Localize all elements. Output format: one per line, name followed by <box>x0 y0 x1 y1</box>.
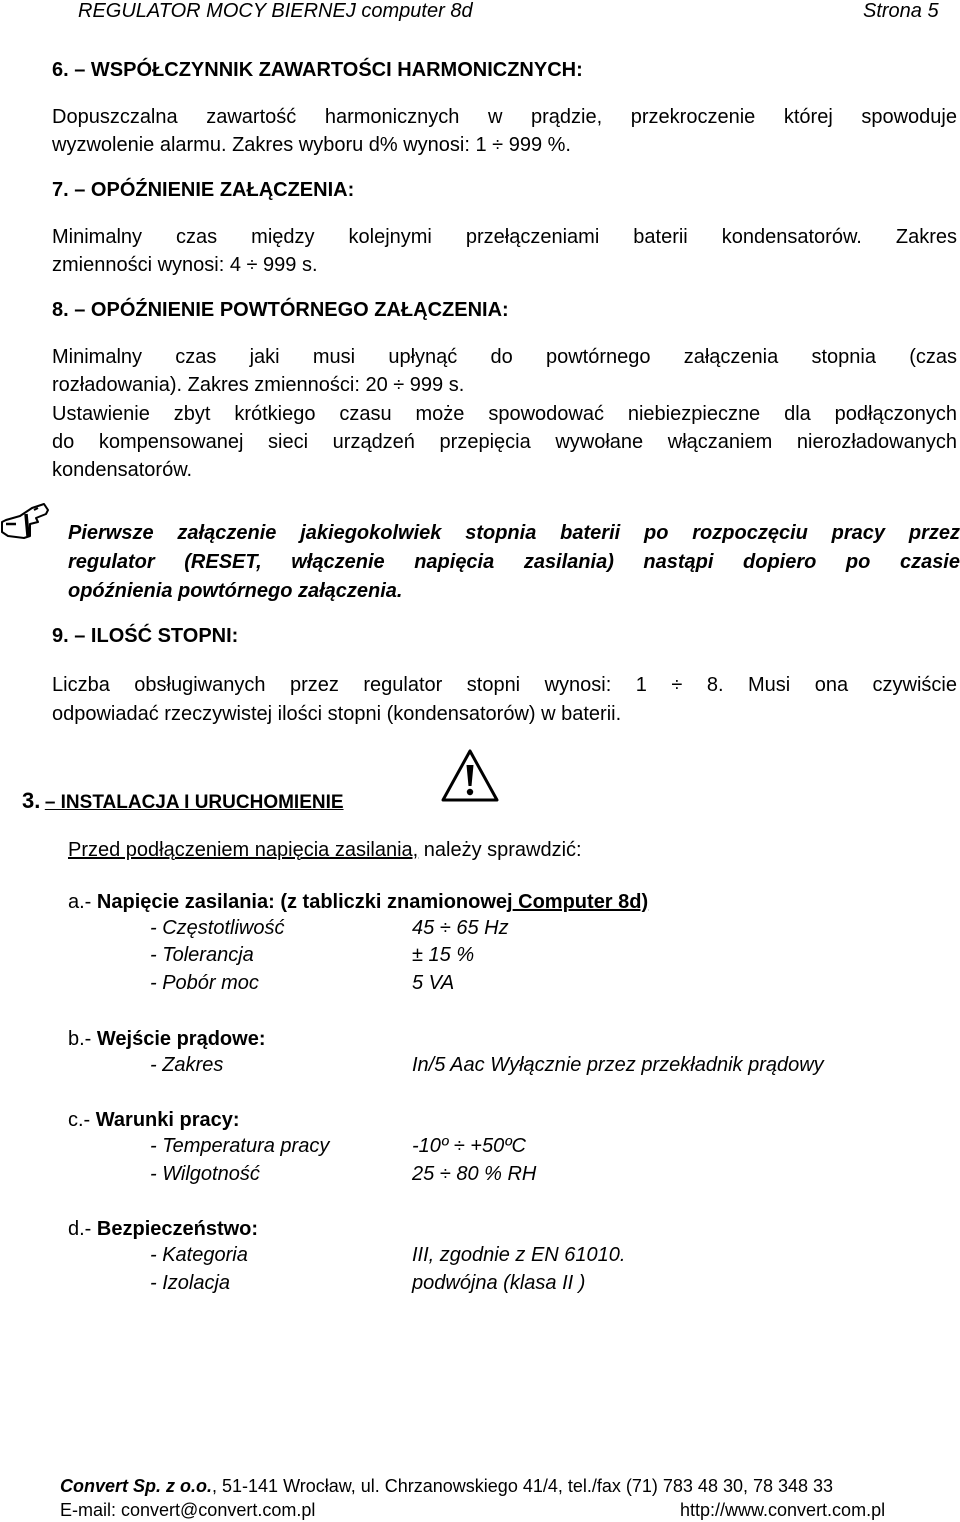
section-8-text-line: rozładowania). Zakres zmienności: 20 ÷ 999 s. <box>52 374 465 396</box>
spec-value: 45 ÷ 65 Hz <box>412 917 509 939</box>
note-block <box>68 519 960 606</box>
spec-value: 25 ÷ 80 % RH <box>412 1163 537 1185</box>
section-3-title: – INSTALACJA I URUCHOMIENIE <box>44 792 344 813</box>
note-text-line: opóźnienia powtórnego załączenia. <box>68 580 403 602</box>
subsection-a-device: Computer 8d) <box>512 891 649 913</box>
subsection-c-prefix: c.- <box>68 1109 96 1131</box>
section-7-heading: 7. – OPÓŹNIENIE ZAŁĄCZENIA: <box>52 179 355 201</box>
section-8-text-line: Minimalny czas jaki musi upłynąć do powtórnego załączenia stopnia (czas <box>52 346 957 368</box>
section-8-heading: 8. – OPÓŹNIENIE POWTÓRNEGO ZAŁĄCZENIA: <box>52 299 509 321</box>
subsection-c-heading: Warunki pracy: <box>95 1109 240 1131</box>
subsection-d-title <box>68 1215 258 1244</box>
intro-rest: należy sprawdzić: <box>418 839 582 861</box>
section-6-text-line: wyzwolenie alarmu. Zakres wyboru d% wynosi: 1 ÷ 999 %. <box>52 134 571 156</box>
subsection-d-heading: Bezpieczeństwo: <box>96 1218 259 1240</box>
spec-value: III, zgodnie z EN 61010. <box>412 1244 626 1266</box>
warning-triangle-icon <box>440 748 500 804</box>
footer-address: , 51-141 Wrocław, ul. Chrzanowskiego 41/4, tel./fax (71) 783 48 30, 78 348 33 <box>212 1476 834 1496</box>
section-3-heading <box>22 788 344 814</box>
footer-website-link[interactable]: http://www.convert.com.pl <box>680 1500 886 1520</box>
intro-underlined: Przed podłączeniem napięcia zasilania, <box>68 839 419 861</box>
section-6-text-line: Dopuszczalna zawartość harmonicznych w prądzie, przekroczenie której spowoduje <box>52 106 957 128</box>
spec-label: - Częstotliwość <box>150 917 285 939</box>
note-text-line: Pierwsze załączenie jakiegokolwiek stopnia baterii po rozpoczęciu pracy przez <box>68 522 960 544</box>
section-3-number: 3. <box>22 788 41 813</box>
footer-address-line <box>60 1476 833 1497</box>
subsection-c-title <box>68 1106 240 1135</box>
section-8-text-line: do kompensowanej sieci urządzeń przepięcia wywołane włączaniem nierozładowanych <box>52 431 957 453</box>
subsection-a-heading: Napięcie zasilania: (z tabliczki znamionowej <box>96 891 513 913</box>
spec-value: ± 15 % <box>412 944 475 966</box>
spec-label: - Izolacja <box>150 1272 231 1294</box>
spec-label: - Tolerancja <box>150 944 254 966</box>
spec-value: 5 VA <box>412 972 455 994</box>
spec-label: - Temperatura pracy <box>150 1135 330 1157</box>
section-9-text-line: Liczba obsługiwanych przez regulator stopni wynosi: 1 ÷ 8. Musi ona czywiście <box>52 674 957 696</box>
section-9-heading: 9. – ILOŚĆ STOPNI: <box>52 625 239 647</box>
subsection-b-title <box>68 1025 265 1054</box>
spec-value: podwójna (klasa II ) <box>412 1272 586 1294</box>
spec-label: - Zakres <box>150 1054 224 1076</box>
section-6-heading: 6. – WSPÓŁCZYNNIK ZAWARTOŚCI HARMONICZNYCH: <box>52 59 583 81</box>
subsection-b-prefix: b.- <box>68 1028 97 1050</box>
section-8-text-line: kondensatorów. <box>52 459 193 481</box>
page-number: Strona 5 <box>863 0 939 22</box>
spec-label: - Kategoria <box>150 1244 248 1266</box>
installation-intro <box>68 836 582 865</box>
spec-label: - Wilgotność <box>150 1163 260 1185</box>
note-hand-icon <box>0 500 52 540</box>
section-9-text-line: odpowiadać rzeczywistej ilości stopni (kondensatorów) w baterii. <box>52 703 622 725</box>
section-8-text-line: Ustawienie zbyt krótkiego czasu może spowodować niebiezpieczne dla podłączonych <box>52 403 957 425</box>
section-7-text-line: Minimalny czas między kolejnymi przełączeniami baterii kondensatorów. Zakres <box>52 226 957 248</box>
subsection-a-title <box>68 888 648 917</box>
subsection-a-prefix: a.- <box>68 891 97 913</box>
section-7-text-line: zmienności wynosi: 4 ÷ 999 s. <box>52 254 318 276</box>
footer-company: Convert Sp. z o.o. <box>60 1476 213 1496</box>
subsection-d-prefix: d.- <box>68 1218 97 1240</box>
note-text-line: regulator (RESET, włączenie napięcia zasilania) nastąpi dopiero po czasie <box>68 551 960 573</box>
spec-label: - Pobór moc <box>150 972 259 994</box>
running-header-title: REGULATOR MOCY BIERNEJ computer 8d <box>78 0 473 22</box>
subsection-b-heading: Wejście prądowe: <box>96 1028 266 1050</box>
footer-email[interactable]: E-mail: convert@convert.com.pl <box>60 1500 316 1520</box>
spec-value: -10º ÷ +50ºC <box>412 1135 526 1157</box>
spec-value: In/5 Aac Wyłącznie przez przekładnik prądowy <box>412 1054 824 1076</box>
